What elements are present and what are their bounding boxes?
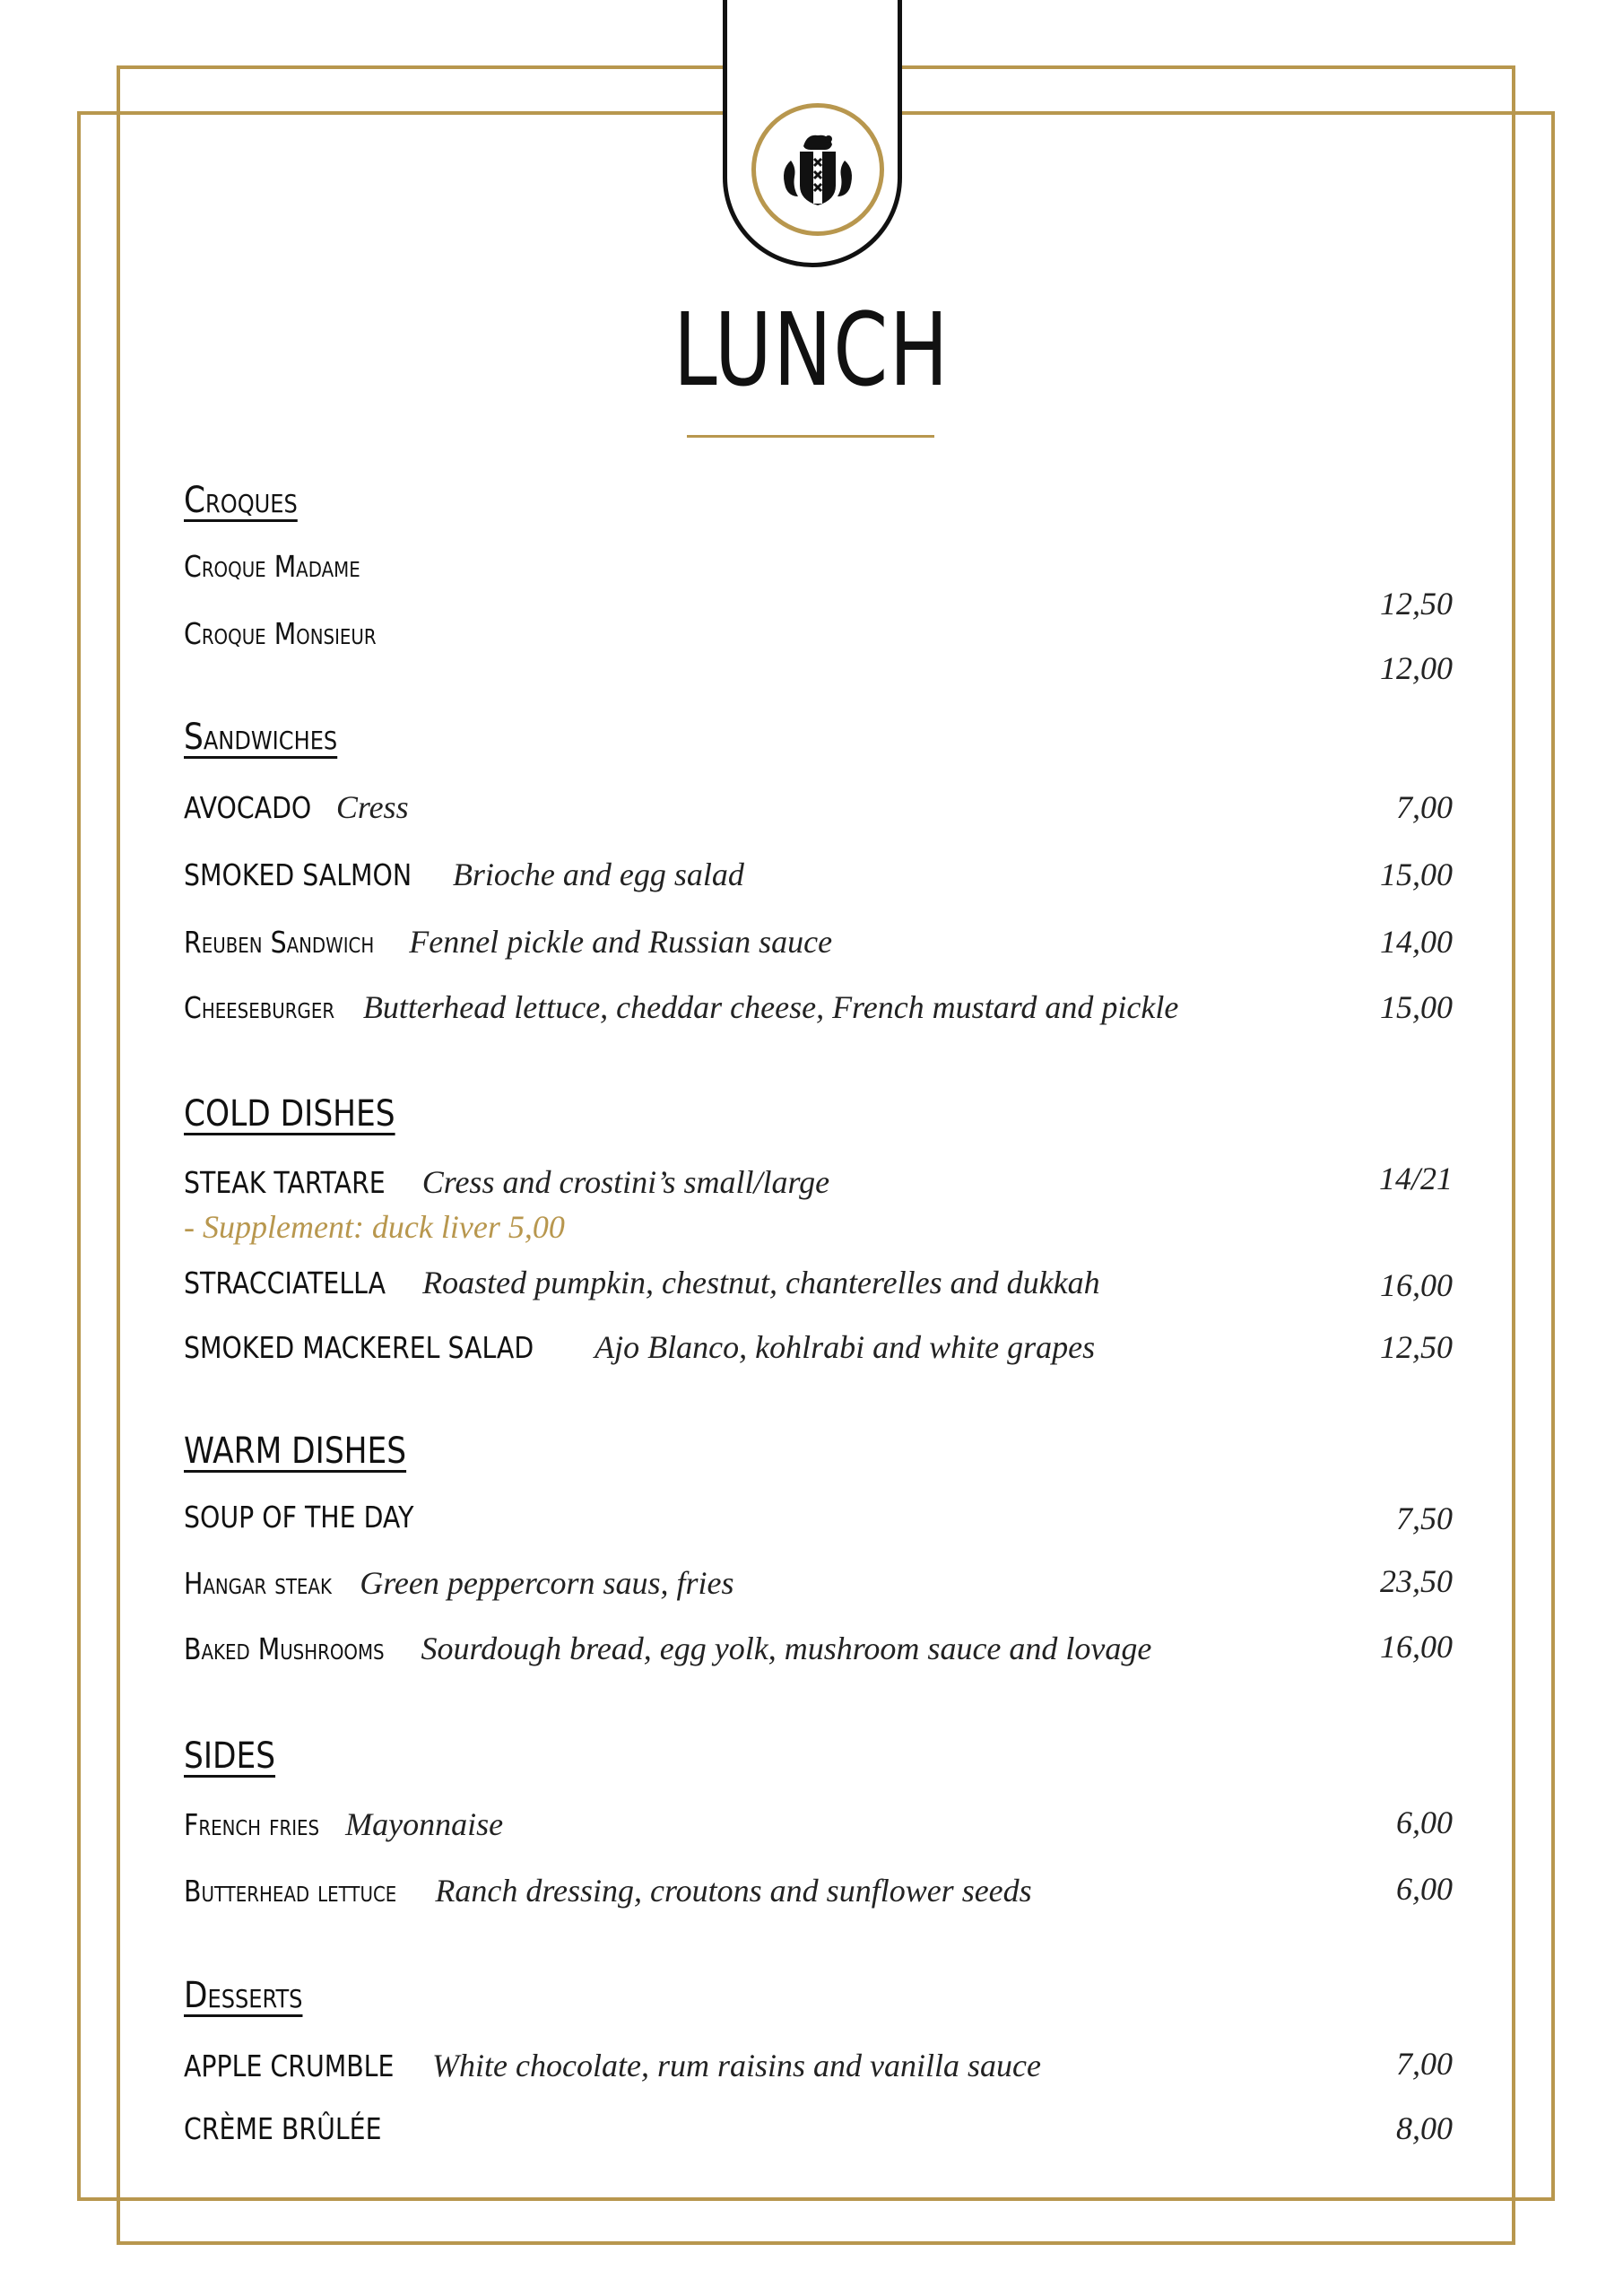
menu-item bbox=[184, 1500, 451, 1535]
item-name: Reuben Sandwich bbox=[184, 925, 375, 960]
item-price: 23,50 bbox=[1380, 1563, 1453, 1599]
item-description: White chocolate, rum raisins and vanilla sauce bbox=[432, 2048, 1041, 2083]
item-price: 15,00 bbox=[1380, 857, 1453, 892]
item-price: 7,00 bbox=[1396, 2046, 1453, 2082]
menu-item bbox=[184, 1567, 734, 1599]
item-price: 12,50 bbox=[1380, 1329, 1453, 1365]
emblem-badge bbox=[751, 103, 884, 236]
menu-item bbox=[184, 858, 744, 891]
item-price: 16,00 bbox=[1380, 1267, 1453, 1303]
item-name: STEAK TARTARE bbox=[184, 1165, 386, 1200]
item-price: 14/21 bbox=[1378, 1161, 1453, 1196]
menu-item bbox=[184, 2049, 1041, 2082]
menu-item bbox=[184, 1266, 1100, 1299]
page-title: LUNCH bbox=[673, 292, 950, 409]
item-name: French fries bbox=[184, 1807, 320, 1842]
menu-item bbox=[184, 1166, 829, 1198]
item-name: Cheeseburger bbox=[184, 990, 335, 1025]
item-name: CRÈME BRÛLÉE bbox=[184, 2111, 382, 2146]
item-name: Butterhead lettuce bbox=[184, 1874, 397, 1909]
menu-item bbox=[184, 2111, 413, 2146]
item-name: APPLE CRUMBLE bbox=[184, 2048, 395, 2083]
item-price: 15,00 bbox=[1380, 989, 1453, 1025]
item-description: Ajo Blanco, kohlrabi and white grapes bbox=[595, 1329, 1096, 1365]
section-heading-sandwiches: Sandwiches bbox=[184, 717, 338, 758]
item-name: Hangar steak bbox=[184, 1566, 332, 1601]
menu-item bbox=[184, 1808, 503, 1840]
menu-item bbox=[184, 1331, 1095, 1363]
item-name: AVOCADO bbox=[184, 790, 312, 825]
section-heading-cold-dishes: COLD DISHES bbox=[184, 1093, 395, 1135]
item-price: 7,00 bbox=[1396, 789, 1453, 825]
menu-item bbox=[184, 926, 832, 958]
item-description: Roasted pumpkin, chestnut, chanterelles and dukkah bbox=[422, 1265, 1100, 1300]
section-heading-sides: SIDES bbox=[184, 1735, 276, 1777]
item-description: Cress and crostini’s small/large bbox=[421, 1164, 830, 1200]
item-price: 12,50 bbox=[1380, 586, 1453, 622]
menu-item bbox=[184, 1632, 1151, 1665]
item-description: Brioche and egg salad bbox=[452, 857, 744, 892]
item-price: 6,00 bbox=[1396, 1805, 1453, 1840]
item-description: Mayonnaise bbox=[345, 1806, 504, 1842]
item-description: Green peppercorn saus, fries bbox=[360, 1565, 734, 1601]
menu-item bbox=[184, 1874, 1032, 1907]
item-name: STRACCIATELLA bbox=[184, 1265, 386, 1300]
item-name: Baked Mushrooms bbox=[184, 1631, 385, 1666]
item-price: 7,50 bbox=[1396, 1500, 1453, 1536]
item-description: Butterhead lettuce, cheddar cheese, French mustard and pickle bbox=[362, 989, 1179, 1025]
menu-item bbox=[184, 791, 409, 823]
item-price: 14,00 bbox=[1380, 924, 1453, 960]
item-name: Croque Monsieur bbox=[184, 616, 377, 651]
section-heading-desserts: Desserts bbox=[184, 1975, 303, 2016]
item-description: Sourdough bread, egg yolk, mushroom sauce and lovage bbox=[421, 1631, 1152, 1666]
section-heading-croques: Croques bbox=[184, 480, 298, 521]
section-heading-warm-dishes: WARM DISHES bbox=[184, 1431, 407, 1472]
menu-item bbox=[184, 616, 408, 651]
item-name: SMOKED SALMON bbox=[184, 857, 412, 892]
menu-item bbox=[184, 549, 389, 584]
supplement-note: - Supplement: duck liver 5,00 bbox=[184, 1209, 565, 1245]
item-price: 16,00 bbox=[1380, 1629, 1453, 1665]
item-name: SOUP OF THE DAY bbox=[184, 1500, 414, 1535]
item-name: SMOKED MACKEREL SALAD bbox=[184, 1330, 534, 1365]
item-description: Fennel pickle and Russian sauce bbox=[409, 924, 833, 960]
item-description: Ranch dressing, croutons and sunflower seeds bbox=[435, 1873, 1032, 1909]
title-divider bbox=[687, 435, 934, 438]
item-description: Cress bbox=[335, 789, 409, 825]
item-price: 6,00 bbox=[1396, 1871, 1453, 1907]
menu-item bbox=[184, 991, 1178, 1023]
item-price: 8,00 bbox=[1396, 2110, 1453, 2146]
item-price: 12,00 bbox=[1380, 650, 1453, 686]
amsterdam-crest-icon bbox=[764, 116, 872, 223]
item-name: Croque Madame bbox=[184, 549, 360, 584]
